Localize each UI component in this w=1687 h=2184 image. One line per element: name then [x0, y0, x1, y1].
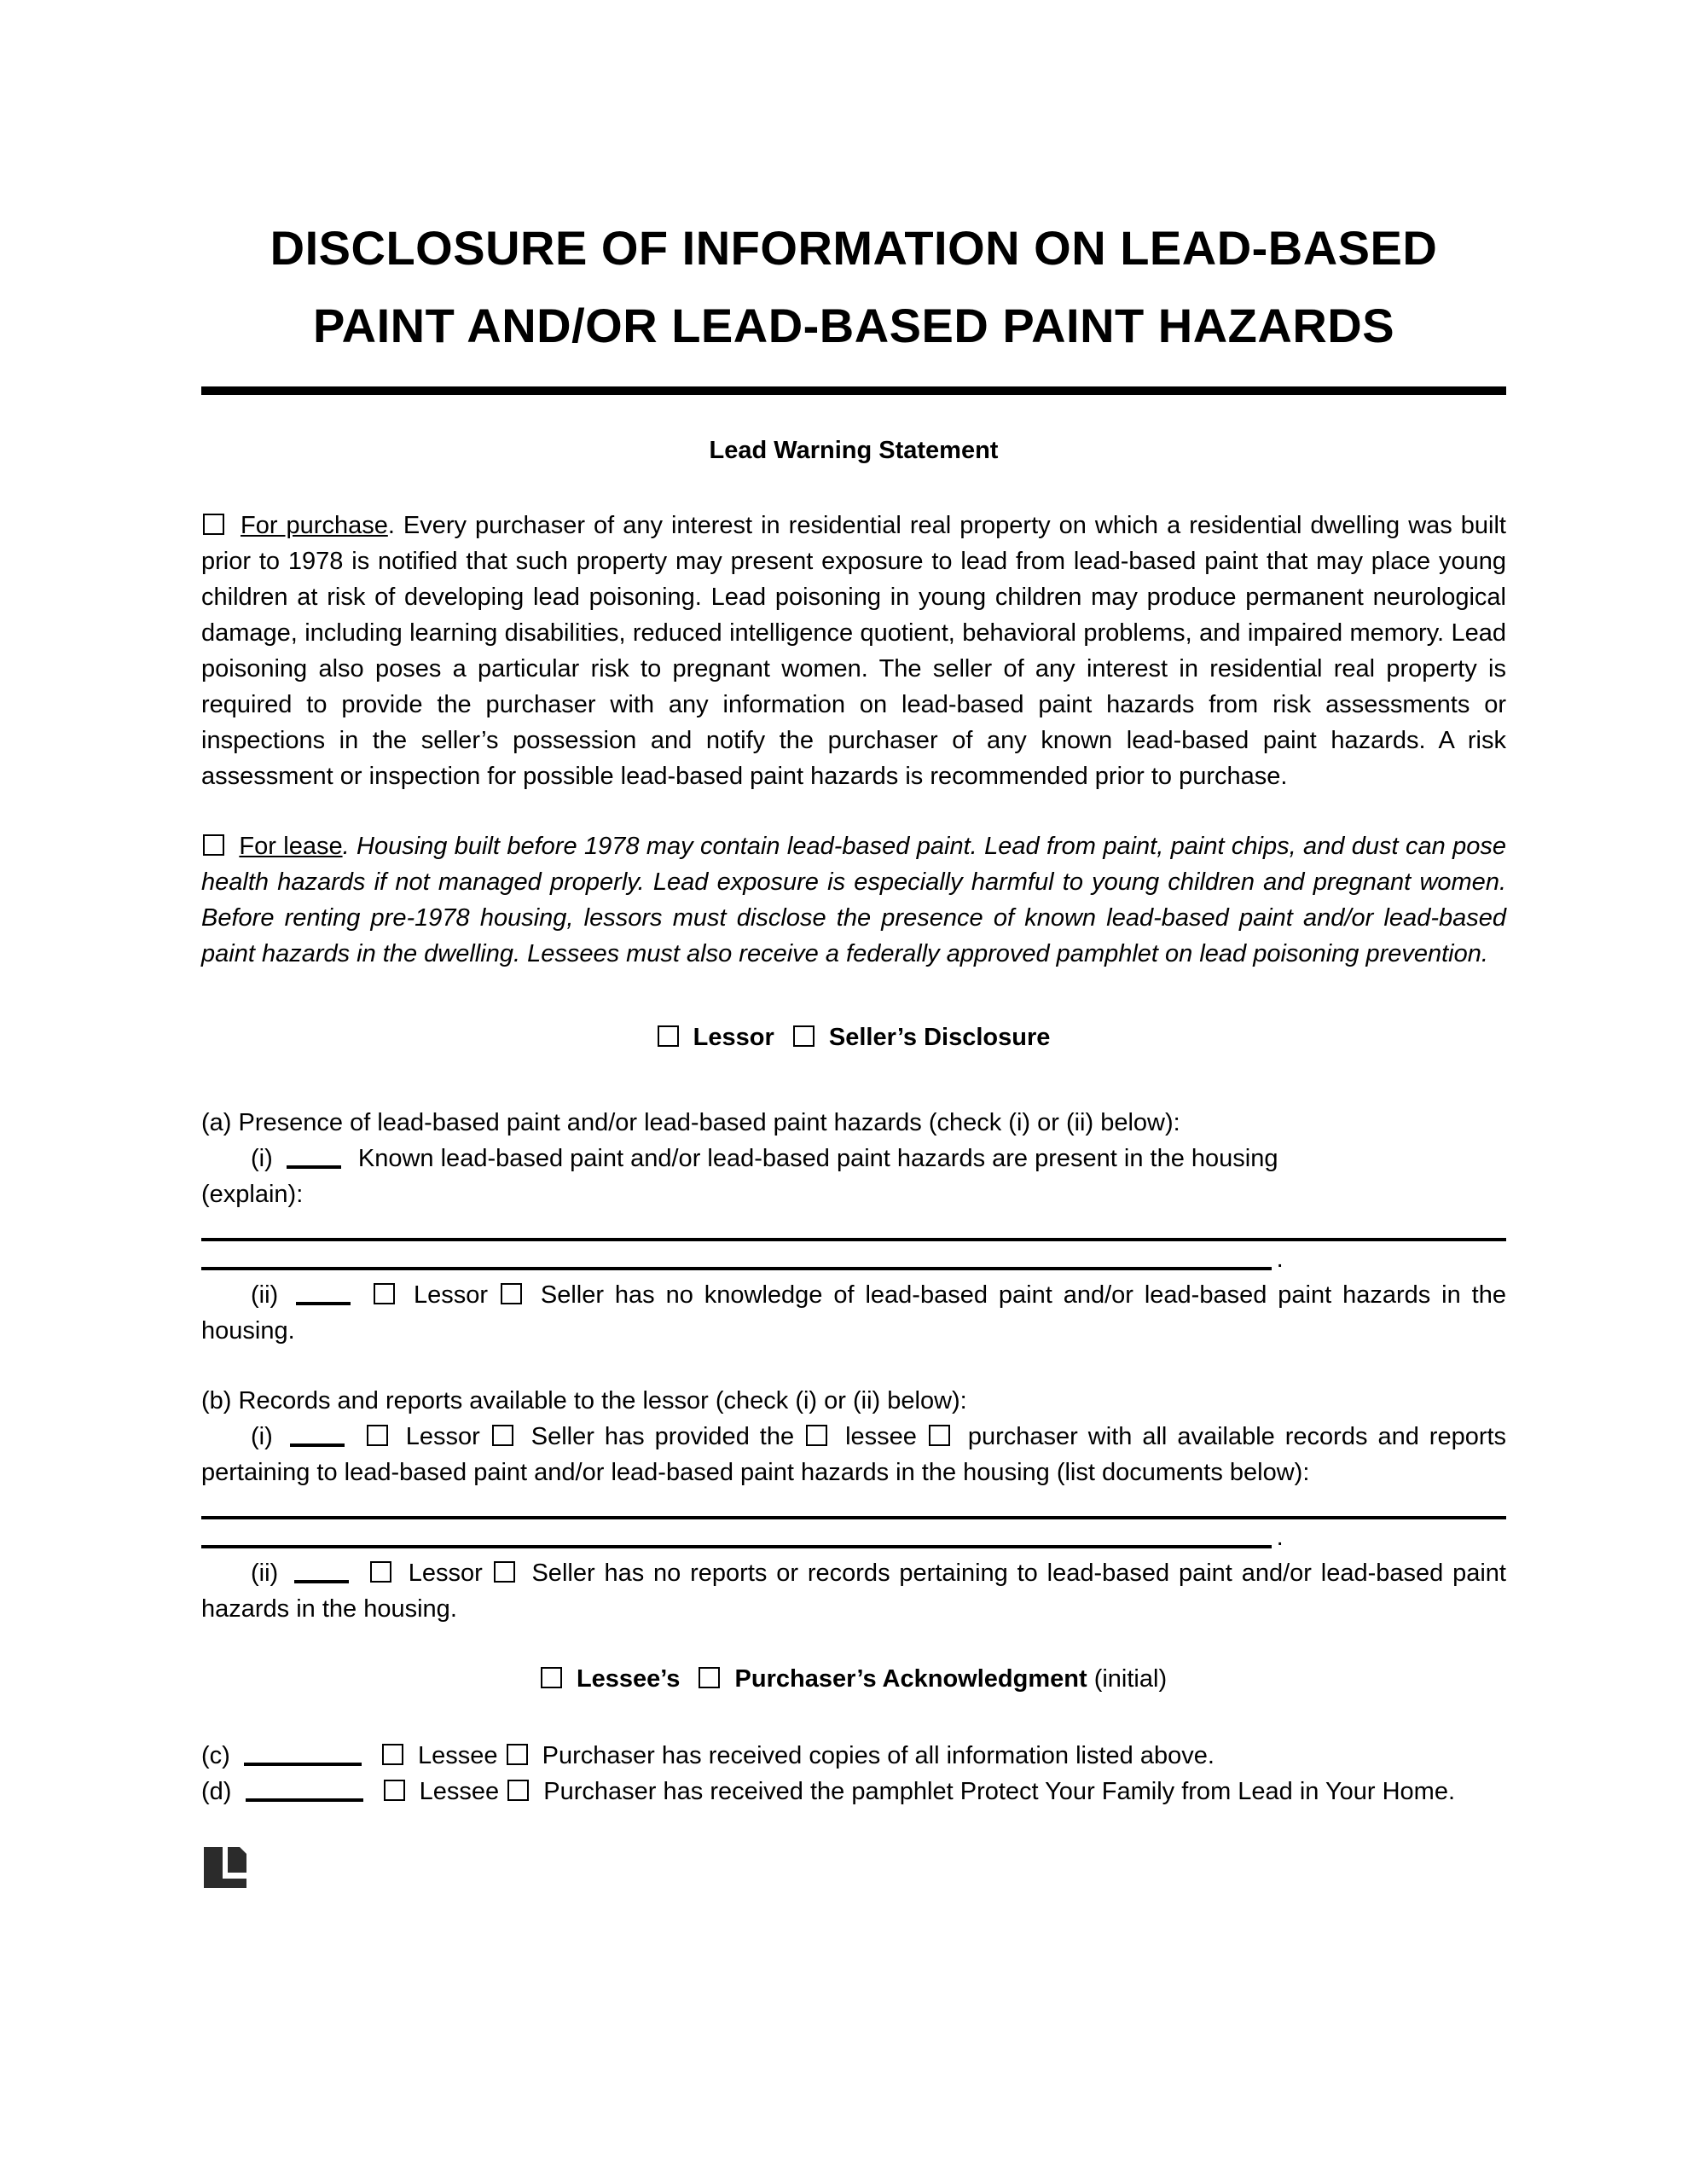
checkbox-b-i-lessee[interactable]: [806, 1425, 827, 1446]
item-a-i-number: (i): [251, 1145, 273, 1172]
item-a-i-explain-label: (explain):: [201, 1181, 304, 1208]
item-d-initial-blank[interactable]: [246, 1798, 363, 1802]
item-b-ii-initial-blank[interactable]: [294, 1580, 349, 1583]
section-a-write-line-2[interactable]: [201, 1252, 1272, 1270]
item-b-i-initial-blank[interactable]: [290, 1443, 345, 1447]
disclosure-heading: [201, 1019, 1506, 1055]
paragraph-for-lease: [201, 828, 1506, 972]
section-b-item-i: [201, 1419, 1506, 1490]
page-title: [201, 209, 1506, 364]
item-d-number: (d): [201, 1778, 232, 1805]
paragraph-for-purchase: [201, 508, 1506, 794]
page-title-line1: DISCLOSURE OF INFORMATION ON LEAD-BASED: [270, 221, 1438, 275]
checkbox-b-i-purchaser[interactable]: [929, 1425, 950, 1446]
item-d-lessee-label: Lessee: [419, 1778, 500, 1805]
logo-page-shape: [228, 1847, 246, 1873]
item-b-i-seller-text: Seller has provided the: [530, 1423, 795, 1450]
section-a-line-period: .: [1276, 1246, 1284, 1273]
checkbox-a-ii-seller[interactable]: [501, 1283, 522, 1304]
item-b-ii-lessor-label: Lessor: [408, 1560, 483, 1587]
checkbox-purchaser-heading[interactable]: [699, 1667, 720, 1688]
section-b-intro: (b) Records and reports available to the lessor (check (i) or (ii) below):: [201, 1387, 967, 1414]
item-c-initial-blank[interactable]: [244, 1763, 362, 1766]
item-a-ii-text: Seller has no knowledge of lead-based paint and/or lead-based paint hazards in the housing.: [201, 1281, 1506, 1345]
checkbox-b-i-lessor[interactable]: [367, 1425, 388, 1446]
purchaser-acknowledgment-heading-label: Purchaser’s Acknowledgment: [734, 1665, 1087, 1693]
item-a-ii-lessor-label: Lessor: [413, 1281, 489, 1309]
item-b-ii-text: Seller has no reports or records pertaining to lead-based paint and/or lead-based paint hazards in the housing.: [201, 1560, 1506, 1623]
item-b-i-lessee-label: lessee: [845, 1423, 917, 1450]
lessor-heading-label: Lessor: [693, 1024, 774, 1051]
checkbox-a-ii-lessor[interactable]: [374, 1283, 395, 1304]
section-b-write-line-2[interactable]: [201, 1530, 1272, 1548]
checkbox-lessee-heading[interactable]: [541, 1667, 562, 1688]
item-b-i-lessor-label: Lessor: [405, 1423, 480, 1450]
legal-templates-logo: [204, 1847, 246, 1888]
section-b-write-line-1[interactable]: [201, 1501, 1506, 1519]
for-lease-label: For lease: [239, 833, 343, 860]
lessee-heading-label: Lessee’s: [576, 1665, 681, 1693]
item-c: [201, 1738, 1506, 1774]
title-rule: [201, 386, 1506, 395]
page-title-line2: PAINT AND/OR LEAD-BASED PAINT HAZARDS: [312, 299, 1395, 352]
item-a-ii-number: (ii): [251, 1281, 279, 1309]
item-a-i-initial-blank[interactable]: [287, 1165, 341, 1169]
item-c-number: (c): [201, 1742, 230, 1769]
section-a-write-row-2: [201, 1246, 1506, 1273]
item-b-ii-number: (ii): [251, 1560, 279, 1587]
lead-warning-statement-heading: Lead Warning Statement: [709, 437, 999, 464]
item-a-i-text: Known lead-based paint and/or lead-based paint hazards are present in the housing: [357, 1145, 1278, 1172]
initial-label: (initial): [1093, 1665, 1168, 1693]
item-d-text: Purchaser has received the pamphlet Protect Your Family from Lead in Your Home.: [543, 1778, 1456, 1805]
for-lease-text: . Housing built before 1978 may contain lead-based paint. Lead from paint, paint chips, and dust can pose health hazards if not managed properly. Lead exposure is especially harmful to young children and pregnant women. Before renting pre-1978 housing, lessors must disclose the presence of known lead-based paint and/or lead-based paint hazards in the dwelling. Lessees must also receive a federally approved pamphlet on lead poisoning prevention.: [201, 833, 1506, 967]
item-b-i-purchaser-text: purchaser with all available records and reports pertaining to lead-based paint and/or lead-based paint hazards in the housing (list documents below):: [201, 1423, 1507, 1486]
section-b-line-period: .: [1276, 1524, 1284, 1551]
checkbox-for-purchase[interactable]: [203, 514, 224, 535]
checkbox-d-lessee[interactable]: [384, 1780, 405, 1801]
section-b-write-row-2: [201, 1524, 1506, 1551]
checkbox-b-i-seller[interactable]: [492, 1425, 513, 1446]
checkbox-seller-heading[interactable]: [793, 1025, 815, 1047]
item-c-text: Purchaser has received copies of all information listed above.: [542, 1742, 1215, 1769]
checkbox-lessor-heading[interactable]: [658, 1025, 679, 1047]
section-a-intro: (a) Presence of lead-based paint and/or lead-based paint hazards (check (i) or (ii) below):: [201, 1109, 1180, 1136]
section-a-item-i: [201, 1141, 1506, 1212]
acknowledgment-heading: [201, 1661, 1506, 1697]
item-a-ii-initial-blank[interactable]: [296, 1302, 351, 1305]
item-d: [201, 1774, 1506, 1809]
seller-disclosure-heading-label: Seller’s Disclosure: [828, 1024, 1051, 1051]
section-b-item-ii: [201, 1555, 1506, 1627]
checkbox-b-ii-seller[interactable]: [494, 1561, 515, 1583]
for-purchase-label: For purchase: [241, 512, 388, 539]
checkbox-d-purchaser[interactable]: [507, 1780, 529, 1801]
checkbox-for-lease[interactable]: [203, 834, 224, 856]
item-c-lessee-label: Lessee: [418, 1742, 498, 1769]
checkbox-b-ii-lessor[interactable]: [370, 1561, 391, 1583]
section-a-item-ii: [201, 1277, 1506, 1349]
checkbox-c-lessee[interactable]: [382, 1744, 403, 1765]
section-a-write-line-1[interactable]: [201, 1223, 1506, 1241]
item-b-i-number: (i): [251, 1423, 273, 1450]
for-purchase-text: . Every purchaser of any interest in residential real property on which a residential dwelling was built prior to 1978 is notified that such property may present exposure to lead from lead-based paint that may place young children at risk of developing lead poisoning. Lead poisoning in young children may produce permanent neurological damage, including learning disabilities, reduced intelligence quotient, behavioral problems, and impaired memory. Lead poisoning also poses a particular risk to pregnant women. The seller of any interest in residential real property is required to provide the purchaser with any information on lead-based paint hazards from risk assessments or inspections in the seller’s possession and notify the purchaser of any known lead-based paint hazards. A risk assessment or inspection for possible lead-based paint hazards is recommended prior to purchase.: [201, 512, 1506, 790]
checkbox-c-purchaser[interactable]: [507, 1744, 528, 1765]
